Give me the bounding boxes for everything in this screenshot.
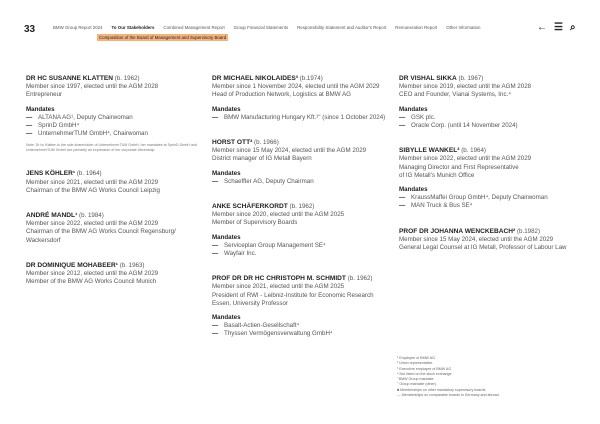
mandates-heading: Mandates — [399, 105, 428, 113]
mandate-item: — ALTANA AG¹, Deputy Chairwoman — [26, 113, 133, 121]
birth-year: (b. 1967) — [458, 75, 484, 82]
dash-icon: — — [212, 241, 219, 249]
board-member — [26, 262, 216, 287]
mandate-item: — MAN Truck & Bus SE⁴ — [399, 202, 473, 210]
search-icon[interactable]: ⌕ — [569, 22, 576, 33]
dash-icon: — — [399, 194, 406, 202]
mandates-heading: Mandates — [212, 233, 241, 241]
column-2 — [212, 75, 402, 356]
member-detail: Member since 1997, elected until the AGM 2028 — [26, 83, 159, 91]
footnote: ⁴ Not listed on the stock exchange. — [397, 371, 453, 376]
member-name: PROF DR DR HC CHRISTOPH M. SCHMIDT — [212, 275, 346, 283]
member-detail: Managing Director and First Representative — [399, 163, 519, 171]
dash-icon: — — [212, 322, 219, 330]
nav-item-active[interactable]: To Our Stakeholders — [111, 25, 155, 30]
nav-item[interactable]: BMW Group Report 2024 — [53, 25, 103, 30]
page-number: 33 — [24, 24, 36, 35]
footnote: ¹ Employee of BMW AG. — [397, 356, 436, 360]
board-member — [399, 228, 599, 253]
dash-icon: — — [26, 122, 33, 130]
birth-year: (b. 1962) — [347, 275, 373, 283]
mandates-heading: Mandates — [399, 186, 428, 194]
board-member — [399, 75, 599, 130]
nav-item[interactable]: Group Financial Statements — [233, 25, 289, 30]
mandate-item: — Schaeffler AG, Deputy Chairman — [212, 177, 314, 185]
nav-item[interactable]: Other Information — [446, 25, 481, 30]
member-name: JENS KÖHLER¹ — [26, 170, 76, 178]
mandate-item: — Serviceplan Group Management SE⁴ — [212, 241, 326, 249]
dash-icon: — — [212, 113, 219, 121]
member-detail: Member since 2020, elected until the AGM 2025 — [212, 211, 345, 219]
nav-item[interactable]: Responsibility Statement and Auditor's Report — [297, 25, 387, 30]
dash-icon: — — [399, 113, 406, 121]
mandate-item: — SprinD GmbH⁴ — [26, 122, 80, 130]
birth-year: (b. 1984) — [79, 212, 104, 220]
mandate-item: — GSK plc. — [399, 113, 436, 121]
member-detail: General Legal Counsel at IG Metall, Professor of Labour Law — [399, 244, 567, 252]
member-detail: Essen, University Professor — [212, 299, 288, 307]
mandate-item: — Basalt-Actien-Gesellschaft⁴ — [212, 322, 300, 330]
footnote: ■ Memberships on other mandatory supervisory boards. — [397, 387, 487, 392]
mandates-heading: Mandates — [212, 169, 241, 177]
member-detail: CEO and Founder, Vianai Systems, Inc.⁴ — [399, 91, 511, 99]
member-name: SIBYLLE WANKEL² — [399, 147, 460, 155]
member-detail: Chairman of the BMW AG Works Council Leipzig — [26, 186, 160, 194]
dash-icon: — — [26, 130, 33, 138]
board-member — [212, 275, 402, 338]
member-detail: Member of Supervisory Boards — [212, 219, 298, 227]
top-nav — [53, 25, 480, 30]
birth-year: (b. 1966) — [254, 139, 279, 147]
member-name: DR DOMINIQUE MOHABEER¹ — [26, 261, 118, 269]
member-detail: Member since 15 May 2024, elected until the AGM 2029 — [399, 235, 554, 243]
member-detail: Chairman of the BMW AG Works Council Regensburg/ — [26, 228, 176, 236]
member-name: DR VISHAL SIKKA — [399, 75, 457, 82]
board-member — [26, 170, 216, 195]
back-arrow-icon[interactable]: ← — [537, 22, 547, 33]
member-name: ANDRÉ MANDL¹ — [26, 212, 78, 220]
board-member — [212, 203, 402, 258]
member-detail: Wackersdorf — [26, 236, 61, 244]
menu-icon[interactable]: ☰ — [554, 22, 563, 33]
footnote: — Memberships on comparable boards in Germany and abroad. — [397, 393, 500, 398]
subnav-active[interactable]: Composition of the Board of Management and Supervisory Board — [99, 35, 227, 40]
board-member — [26, 75, 216, 153]
birth-year: (b. 1962) — [289, 203, 315, 211]
member-detail: Member since 2022, elected until the AGM 2029 — [399, 155, 532, 163]
nav-item[interactable]: Remuneration Report — [395, 25, 438, 30]
mandate-item: — BMW Manufacturing Hungary Kft.¹ʹʹ (since 1 October 2024) — [212, 113, 386, 121]
column-3 — [399, 75, 599, 269]
member-detail: Member of the BMW AG Works Council Munich — [26, 278, 157, 286]
footnote: ² Union representative. — [397, 361, 434, 366]
mandate-item: — Oracle Corp. (until 14 November 2024) — [399, 122, 518, 130]
note: Note: Dr hc Klatten is the sole shareholder of UnternehmerTUM GmbH; her mandates at SprinD GmbH and UnternehmerTUM GmbH are primarily an expression of her corporate citizenship. — [26, 143, 197, 153]
birth-year: (b. 1962) — [114, 75, 140, 82]
footnote: ʹ BMW Group mandate. — [397, 377, 435, 382]
board-member — [212, 75, 402, 122]
mandates-heading: Mandates — [26, 105, 55, 113]
member-detail: President of RWI - Leibniz-Institute for Economic Research — [212, 291, 374, 299]
birth-year: (b. 1964) — [76, 170, 102, 178]
mandate-item: — UnternehmerTUM GmbH⁴, Chairwoman — [26, 130, 148, 138]
nav-item[interactable]: Combined Management Report — [163, 25, 225, 30]
dash-icon: — — [212, 330, 219, 338]
mandate-item: — Thyssen Vermögensverwaltung GmbH⁴ — [212, 330, 333, 338]
birth-year: (b.1982) — [516, 227, 541, 235]
member-detail: Member since 15 May 2024, elected until the AGM 2029 — [212, 147, 367, 155]
dash-icon: — — [399, 122, 406, 130]
member-name: DR MICHAEL NIKOLAIDES³ — [212, 75, 298, 82]
mandates-heading: Mandates — [212, 105, 241, 113]
dash-icon: — — [212, 177, 219, 185]
board-member — [399, 147, 599, 210]
member-name: ANKE SCHÄFERKORDT — [212, 203, 288, 211]
member-detail: Head of Production Network, Logistics at BMW AG — [212, 91, 351, 99]
board-member — [26, 212, 216, 245]
footnote: ³ Executive employee of BMW AG. — [397, 366, 453, 371]
dash-icon: — — [212, 250, 219, 258]
birth-year: (b.1974) — [299, 75, 323, 82]
dash-icon: — — [399, 202, 406, 210]
birth-year: (b. 1964) — [461, 147, 486, 155]
member-name: HORST OTT² — [212, 139, 253, 147]
member-detail: Member since 2022, elected until the AGM 2029 — [26, 220, 159, 228]
member-detail: of IG Metall's Munich Office — [399, 171, 475, 179]
footnotes — [397, 356, 500, 398]
mandate-item: — KraussMaffei Group GmbH⁴, Deputy Chairwoman — [399, 194, 548, 202]
member-detail: Member since 2021, elected until the AGM 2029 — [26, 178, 159, 186]
member-detail: Member since 1 November 2024, elected until the AGM 2029 — [212, 83, 380, 91]
birth-year: (b. 1963) — [119, 261, 145, 269]
member-detail: Member since 2019, elected until the AGM 2028 — [399, 83, 532, 91]
mandate-item: — Wayfair Inc. — [212, 250, 257, 258]
member-detail: Entrepreneur — [26, 91, 63, 99]
mandates-heading: Mandates — [212, 314, 241, 322]
column-1 — [26, 75, 216, 303]
member-name: PROF DR JOHANNA WENCKEBACH² — [399, 227, 516, 235]
member-detail: Member since 2012, elected until the AGM 2029 — [26, 270, 159, 278]
member-detail: Member since 2021, elected until the AGM 2025 — [212, 283, 345, 291]
footnote: ʹʹ Group mandate (other). — [397, 382, 437, 387]
member-name: DR HC SUSANNE KLATTEN — [26, 75, 114, 82]
dash-icon: — — [26, 113, 33, 121]
board-member — [212, 139, 402, 186]
member-detail: District manager of IG Metall Bayern — [212, 155, 312, 163]
